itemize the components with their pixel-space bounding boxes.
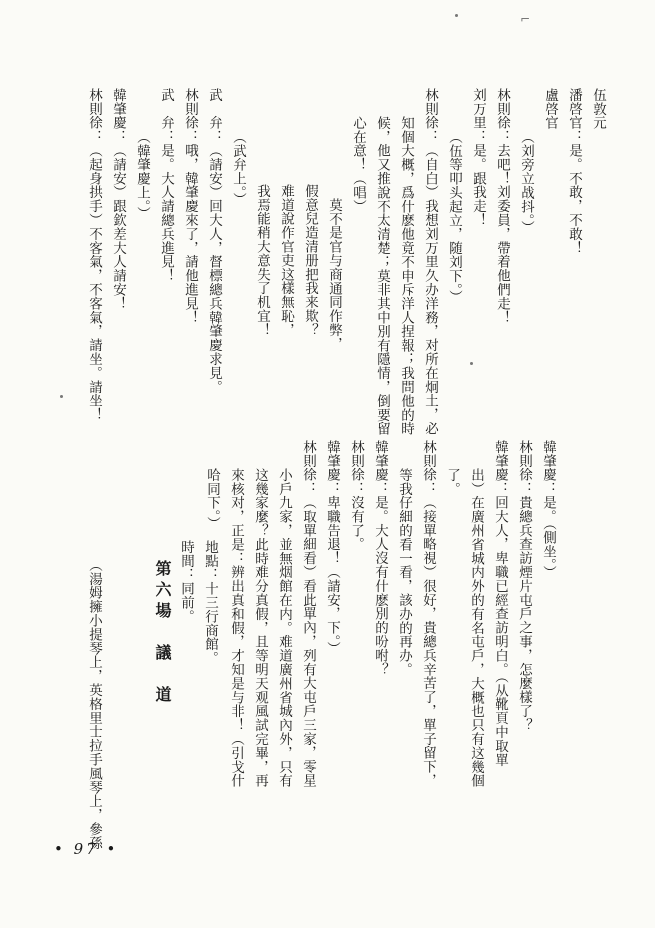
text-line: 林則徐：（取單細看）看此單內，列有大屯戶三家，零星 bbox=[300, 440, 316, 788]
verse-line: 难道說作官吏这樣無恥， bbox=[278, 184, 294, 337]
print-speck bbox=[455, 14, 458, 17]
text-line: 韓肇慶：（請安）跟欽差大人請安！ bbox=[110, 88, 126, 311]
upper-left-column bbox=[200, 440, 560, 788]
text-line: 出）在廣州省城内外的有名屯戶，大概也只有这幾個 bbox=[468, 468, 484, 788]
text-line: 來核对，正是：辨出真和假，才知是与非！（引戈什 bbox=[228, 468, 244, 788]
page-number: • 97 • bbox=[54, 840, 119, 858]
text-line: 了。 bbox=[444, 468, 460, 496]
text-line: 盧啓官 bbox=[542, 88, 558, 130]
text-line: 韓肇慶：回大人，卑職已經查訪明白。（从靴頁中取單 bbox=[492, 440, 508, 767]
text-line: 伍敦元 bbox=[590, 88, 606, 130]
text-line: 心在意！（唱） bbox=[350, 116, 366, 214]
scene-time: 時間：同前。 bbox=[178, 540, 194, 624]
text-line: 林則徐：去吧！刘委員，帶着他們走！ bbox=[494, 88, 510, 325]
scene-title: 第六場 議 道 bbox=[153, 560, 172, 707]
verse-line: 假意兒造清册把我来欺？ bbox=[302, 184, 318, 337]
text-line: 潘啓官：是。不敢，不敢！ bbox=[566, 88, 582, 255]
text-line: 韓肇慶：是。大人沒有什麽別的吩咐？ bbox=[372, 440, 388, 677]
text-line: 等我仔細的看一看，該办的再办。 bbox=[396, 468, 412, 677]
text-line: 刘万里：是。跟我走！ bbox=[470, 88, 486, 227]
text-line: 韓肇慶：是。（側坐。） bbox=[540, 440, 556, 580]
text-line: 小戶九家，並無烟館在内。难道廣州省城內外，只有 bbox=[276, 468, 292, 788]
text-line: 候，他又推說不太清楚；莫非其中別有隱情，倒要留 bbox=[374, 116, 390, 436]
text-line: 林則徐：沒有了。 bbox=[348, 440, 364, 552]
lower-left-column bbox=[82, 558, 106, 858]
text-line: 这幾家麼？此時难分真假，且等明天观風試完畢，再 bbox=[252, 468, 268, 788]
verse-line: 我焉能稍大意失了机宜！ bbox=[254, 184, 270, 337]
text-line: 韓肇慶：卑職告退！（請安，下。） bbox=[324, 440, 340, 656]
text-line: 林則徐：貴總兵查訪煙片屯戶之事，怎麼樣了？ bbox=[516, 440, 532, 732]
text-line: 林則徐：（起身拱手）不客氣，不客氣，請坐。請坐！ bbox=[86, 88, 102, 422]
scene-place: 地點：十三行商館。 bbox=[202, 540, 218, 666]
print-speck bbox=[470, 362, 473, 365]
stage-direction: （湯姆擁小提琴上，英格里士拉手風琴上，參孫 bbox=[86, 558, 102, 850]
text-line: 林則徐：（接單略視）很好，貴總兵辛苦了，單子留下， bbox=[420, 440, 436, 788]
text-line: 林則徐：（自白）我想刘万里久办洋務，对所在炯土，必 bbox=[422, 88, 438, 436]
scene-header bbox=[120, 540, 222, 840]
text-line: 武 弁：是。大人請總兵進見！ bbox=[158, 88, 174, 283]
verse-line: 莫不是官与商通同作弊， bbox=[326, 198, 342, 351]
text-line: 武 弁：（請安）回大人，督標總兵韓肇慶求見。 bbox=[206, 88, 222, 394]
stage-direction: （韓肇慶上。） bbox=[134, 130, 150, 221]
text-line: （伍等叩头起立，随刘下。） bbox=[446, 130, 462, 304]
margin-mark: ⌐ bbox=[520, 12, 531, 26]
stage-direction: （武弁上。） bbox=[230, 130, 246, 207]
print-speck bbox=[60, 395, 63, 398]
text-line: 知個大概，爲什麽他竟不申斥洋人捏報；我問他的時 bbox=[398, 116, 414, 436]
text-line: （刘旁立战抖。） bbox=[518, 130, 534, 235]
text-line: 哈同下。） bbox=[204, 468, 220, 531]
upper-right-column bbox=[82, 88, 610, 438]
text-line: 林則徐：哦，韓肇慶來了，請他進見！ bbox=[182, 88, 198, 325]
